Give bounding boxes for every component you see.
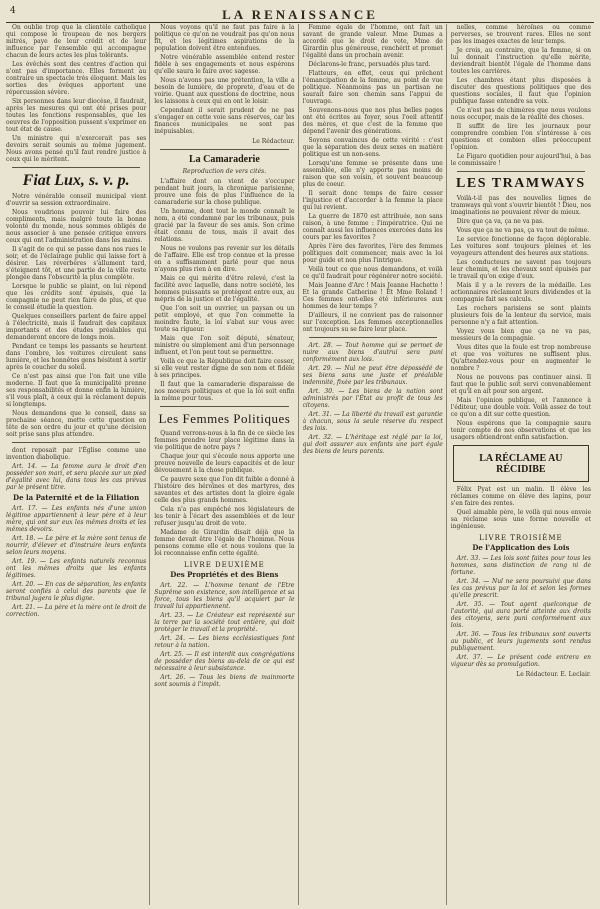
signature: Le Rédacteur. E. Leclair.: [516, 671, 591, 678]
paragraph: Il faut que la camaraderie disparaisse de nos moeurs politiques et que la loi soit enfin la même pour tous.: [154, 381, 295, 402]
article-clause: Art. 34. — Nul ne sera poursuivi que dans les cas prévus par la loi et selon les formes qu'elle prescrit.: [450, 578, 591, 599]
article-title-camaraderie: La Camaraderie: [188, 154, 260, 165]
paragraph: Le Figaro quotidien pour aujourd'hui, à bas le commissaire !: [450, 153, 591, 167]
article-clause: Art. 18. — Le père et la mère sont tenus de nourrir, d'élever et d'instruire leurs enfants selon leurs moyens.: [6, 535, 147, 556]
col1-intro: [6, 24, 146, 163]
paragraph: Mais il y a le revers de la médaille. Les actionnaires réclament leurs dividendes et la compagnie fait ses calculs.: [450, 282, 591, 303]
article-clause: Art. 26. — Tous les biens de mainmorte sont soumis à l'impôt.: [154, 674, 295, 688]
page-number: 4: [10, 6, 16, 16]
paragraph: Vous que ça ne va pas, ça va tout de même.: [456, 227, 590, 234]
article-clause: Art. 30. — Les biens de la nation sont administrés par l'État au profit de tous les citoyens.: [302, 388, 443, 409]
paragraph: Cependant il serait prudent de ne pas s'engager en cette voie sans réserves, car les finances municipales ne sont pas inépuisables.: [154, 107, 295, 135]
paragraph: Voilà-t-il pas des nouvelles lignes de tramways qui vont s'ouvrir bientôt ! Dieu, nos imaginations ne pouvaient rêver de mieux.: [450, 195, 591, 216]
book-heading-2: LIVRE DEUXIÈME: [183, 561, 265, 569]
column-3: [303, 24, 447, 905]
article-clause: Art. 32. — L'héritage est réglé par la loi, qui doit assurer aux enfants une part égale des biens de leurs parents.: [302, 434, 443, 455]
masthead: [6, 4, 594, 23]
paragraph: Lorsque le public se plaint, on lui répond que les crédits sont épuisés, que la compagnie ne peut rien faire de plus, et que le conseil étudie la question.: [6, 283, 147, 311]
paragraph: Nous ne pouvons pas continuer ainsi. Il faut que le public soit servi convenablement et qu'il en ait pour son argent.: [450, 374, 591, 395]
article-clause: Art. 36. — Tous les tribunaux sont ouverts au public, et leurs jugements sont rendus publiquement.: [450, 631, 591, 652]
column-2: [154, 24, 298, 905]
paragraph: Ce pauvre sexe que l'on dit faible a donné à l'histoire des héroïnes et des martyres, des savantes et des artistes dont la gloire égale celle des plus grands hommes.: [154, 476, 295, 504]
paragraph: Vous dites que la foule est trop nombreuse et que vos voitures ne suffisent plus. Qu'attendez-vous pour en augmenter le nombre ?: [450, 344, 591, 372]
paragraph: Quelques conseillers parlent de faire appel à l'électricité, mais il faudrait des capitaux importants et des études préalables qui demanderont encore de longs mois.: [6, 313, 147, 341]
paragraph: Les chambres étant plus disposées à discuter des questions politiques que des questions sociales, il faut que l'opinion publique fasse entendre sa voix.: [450, 77, 591, 105]
book-subtitle-2: Des Propriétés et des Biens: [170, 570, 279, 579]
paragraph: Quand verrons-nous à la fin de ce siècle les femmes prendre leur place légitime dans la vie politique de notre pays ?: [154, 430, 295, 451]
paragraph: Nous ne voulons pas revenir sur les détails de l'affaire. Elle est trop connue et la presse en a suffisamment parlé pour que nous n'ayons plus rien à en dire.: [154, 245, 295, 273]
paragraph: Il suffit de lire les journaux pour comprendre combien l'on s'intéresse à ces questions et combien elles préoccupent l'opinion.: [450, 123, 591, 151]
paragraph: Les évêchés sont des centres d'action qui n'ont pas d'importance. Elles forment au contraire un spectacle très éloquent. Mais les sorties des évêques apportent une répercussion sévère.: [6, 61, 147, 96]
paragraph: Femme égale de l'homme, ont fait un savant de grande valeur. Mme Dumas a accordé que le droit de vote, Mme de Girardin plus généreuse, renchérit et promet l'égalité dans un prochain avenir.: [302, 24, 443, 59]
article-title-tramways: LES TRAMWAYS: [456, 176, 586, 191]
paragraph: Soyons convaincus de cette vérité : c'est que la séparation des deux sexes en matière politique est un non-sens.: [302, 137, 443, 158]
paragraph: Notre vénérable conseil municipal vient d'ouvrir sa session extraordinaire.: [6, 193, 147, 207]
article-fiat-lux: [6, 193, 146, 438]
article-title-femmes-politiques: Les Femmes Politiques: [158, 411, 291, 426]
paragraph: Nous espérons que la compagnie saura tenir compte de nos observations et que les usagers obtiendront enfin satisfaction.: [450, 420, 591, 441]
paragraph: Souvenons-nous que nos plus belles pages ont été écrites au foyer, sous l'oeil attentif des mères, et que c'est de la femme que dépend l'avenir des générations.: [302, 107, 443, 135]
paragraph: Mais l'opinion publique, et l'annonce à l'éditeur, une double voix. Voilà assez de tout ce qu'on a dit sur cette question.: [450, 397, 591, 418]
paragraph: Dire que ça va, ça ne va pas.: [456, 218, 545, 225]
paragraph: nelles, comme héroïnes ou comme perverses, se trouvent rares. Elles ne sont pas les images exactes de leur temps.: [450, 24, 591, 45]
paragraph: Voilà ce que la République doit faire cesser, si elle veut rester digne de son nom et fidèle à ses principes.: [154, 358, 295, 379]
paragraph: Six personnes dans leur diocèse, il faudrait, après les mesures qui ont été prises pour toutes les fonctions responsables, que les oeuvres de l'opposition pussent s'exprimer en tout état de cause.: [6, 98, 147, 133]
article-clause: Art. 14. — La femme aura le droit d'en posséder son mari, et sera placée sur un pied d'égalité avec lui, dans tous les cas prévus par le présent titre.: [6, 463, 147, 491]
paragraph: Le service fonctionne de façon déplorable. Les voitures sont toujours pleines et les voyageurs attendent des heures aux stations.: [450, 236, 591, 257]
paragraph: Voilà tout ce que nous demandons, et voilà ce qu'il faudrait pour régénérer notre société.: [302, 266, 443, 280]
book-heading-3: LIVRE TROISIÈME: [479, 534, 563, 542]
article-clause: Art. 23. — Le Créateur est représenté sur la terre par la société tout entière, qui doit protéger le travail et la propriété.: [154, 612, 295, 633]
column-4: [451, 24, 594, 905]
article-clause: Art. 21. — La père et la mère ont le droit de correction.: [6, 604, 147, 618]
recide-box: [453, 445, 589, 482]
paragraph: Mais que l'on soit député, sénateur, ministre ou simplement ami d'un personnage influent, et l'on peut tout se permettre.: [154, 335, 295, 356]
paragraph: Un ministre qui n'exercerait pas ses devoirs serait soumis au même jugement. Nous avons pensé qu'il faut rendre justice à ceux qui le méritent.: [6, 135, 147, 163]
paragraph: Notre vénérable assemblée entend rester fidèle à ses engagements et nous espérons qu'elle saura le faire avec sagesse.: [154, 54, 295, 75]
divider: [12, 167, 140, 168]
paragraph: Les conducteurs ne savent pas toujours leur chemin, et les chevaux sont épuisés par le travail qu'on exige d'eux.: [450, 259, 591, 280]
paragraph: Déclarons-le franc, persuadés plus tard.: [308, 61, 431, 68]
paragraph: Cela n'a pas empêché nos législateurs de les tenir à l'écart des assemblées et de leur refuser jusqu'au droit de vote.: [154, 506, 295, 527]
paragraph: La guerre de 1870 est attribuée, non sans raison, à une femme : l'impératrice. Qui ne connaît aussi les influences exercées dans les cours par les favorites ?: [302, 213, 443, 241]
paragraph: Lorsqu'une femme se présente dans une assemblée, elle n'y apporte pas moins de raison que son voisin, et souvent beaucoup plus de coeur.: [302, 160, 443, 188]
divider: [12, 442, 140, 443]
divider: [309, 337, 437, 338]
article-clause: Art. 31. — La liberté du travail est garantie à chacun, sous la seule réserve du respect des lois.: [302, 411, 443, 432]
article-clause: Art. 29. — Nul ne peut être dépossédé de ses biens sans une juste et préalable indemnité, fixée par les tribunaux.: [302, 365, 443, 386]
article-clause: Art. 24. — Les biens ecclésiastiques font retour à la nation.: [154, 635, 295, 649]
divider: [160, 149, 288, 150]
article-clause: Art. 35. — Tout agent quelconque de l'autorité, qui aura porté atteinte aux droits des citoyens, sera puni conformément aux lois.: [450, 601, 591, 629]
article-clause: Art. 28. — Tout homme qui se permet de nuire aux biens d'autrui sera puni conformément aux lois.: [302, 342, 443, 363]
article-subtitle: Reproduction de vers cités.: [182, 168, 267, 175]
paragraph: Ce n'est pas de chimères que nous voulons nous occuper, mais de la réalité des choses.: [450, 107, 591, 121]
newspaper-title: LA RENAISSANCE: [222, 7, 378, 22]
paragraph: dont reposait par l'Église comme une invention diabolique.: [6, 447, 147, 461]
paragraph: Voyez vous bien que ça ne va pas, messieurs de la compagnie.: [450, 328, 591, 342]
paragraph: Mais ce qui mérite d'être relevé, c'est la facilité avec laquelle, dans notre société, les hommes puissants se protègent entre eux, au mépris de la justice et de l'égalité.: [154, 275, 295, 303]
divider: [457, 171, 585, 172]
paragraph: Nous voudrions pouvoir lui faire des compliments, mais malgré toute la bonne volonté du monde, nous sommes obligés de nous associer à une pensée critique envers ceux qui ont l'administration dans les mains.: [6, 209, 147, 244]
article-clause: Art. 19. — Les enfants naturels reconnus ont les mêmes droits que les enfants légitimes.: [6, 558, 147, 579]
paragraph: Chaque jour qui s'écoule nous apporte une preuve nouvelle de leurs capacités et de leur dévouement à la chose publique.: [154, 453, 295, 474]
paragraph: Quel aimable père, le voilà qui nous envoie sa réclame sous une forme nouvelle et ingénieuse.: [450, 509, 591, 530]
paragraph: Félix Pyat est un malin. Il élève les réclames comme on élève des lapins, pour s'en faire des rentes.: [450, 486, 591, 507]
paragraph: L'affaire dont on vient de s'occuper pendant huit jours, la chronique parisienne, prouve une fois de plus l'influence de la camaraderie sur la chose publique.: [154, 178, 295, 206]
article-clause: Art. 33. — Les lois sont faites pour tous les hommes, sans distinction de rang ni de fortune.: [450, 555, 591, 576]
paragraph: Il s'agit de ce qui se passe dans nos rues le soir, et de l'éclairage public qui laisse fort à désirer. Les réverbères s'allument tard, s'éteignent tôt, et une partie de la ville reste plongée dans l'obscurité la plus complète.: [6, 246, 147, 281]
paragraph: Mais Jeanne d'Arc ! Mais Jeanne Hachette ! Et la grande Catherine ! Et Mme Roland ! Ces femmes ont-elles été inférieures aux hommes de leur temps ?: [302, 282, 443, 310]
divider: [160, 406, 288, 407]
article-title-fiat-lux: Fiat Lux, s. v. p.: [22, 172, 130, 189]
signature: Le Rédacteur.: [252, 138, 295, 145]
paragraph: Ce n'est pas ainsi que l'on fait une ville moderne. Il faut que la municipalité prenne ses responsabilités et donne enfin la lumière, s'il vous plaît, à ceux qui la réclament depuis si longtemps.: [6, 373, 147, 408]
paragraph: Les rochers parisiens se sont plaints plusieurs fois de la lenteur du service, mais personne n'y a fait attention.: [450, 305, 591, 326]
paragraph: Nous demandons que le conseil, dans sa prochaine séance, mette cette question en tête de son ordre du jour et qu'une décision soit prise sans plus attendre.: [6, 410, 147, 438]
paragraph: Un homme, dont tout le monde connaît le nom, a été condamné par les tribunaux, puis gracié par la faveur de ses amis. Son crime était connu de tous, mais il avait des relations.: [154, 208, 295, 243]
columns: [6, 24, 594, 905]
article-clause: Art. 37. — Le présent code entrera en vigueur dès sa promulgation.: [450, 654, 591, 668]
paragraph: Flatteurs, en effet, ceux qui prêchent l'émancipation de la femme, au point de vue politique. Néanmoins pas un partisan ne saurait faire son chemin sans l'appui de l'ouvrage.: [302, 70, 443, 105]
paragraph: Nous voyons qu'il ne faut pas faire à la politique ce qu'on ne voudrait pas qu'on nous fît, et les légitimes aspirations de la population doivent être entendues.: [154, 24, 295, 52]
book-subtitle-3: De l'Application des Lois: [472, 543, 570, 552]
article-title-reclame: LA RÉCLAME AU RÉCIDIBE: [479, 453, 563, 475]
paragraph: Je crois, au contraire, que la femme, si on lui donnait l'instruction qu'elle mérite, deviendrait bientôt l'égale de l'homme dans toutes les carrières.: [450, 47, 591, 75]
article-clause: Art. 17. — Les enfants nés d'une union légitime appartiennent à leur père et à leur mère, qui ont sur eux les mêmes droits et les mêmes devoirs.: [6, 505, 147, 533]
paragraph: Madame de Girardin disait déjà que la femme devait être l'égale de l'homme. Nous pensons comme elle et nous voulons que la loi reconnaisse enfin cette égalité.: [154, 529, 295, 557]
paragraph: Il serait donc temps de faire cesser l'injustice et d'accorder à la femme la place qui lui revient.: [302, 190, 443, 211]
paragraph: Nous n'avons pas une prétention, la ville a besoin de lumière, de propreté, d'eau et de voirie. Quant aux questions de doctrine, nous les laissons à ceux qui en ont le loisir.: [154, 77, 295, 105]
article-clause: Art. 25. — Il est interdit aux congrégations de posséder des biens au-delà de ce qui est nécessaire à leur subsistance.: [154, 651, 295, 672]
paragraph: D'ailleurs, il ne convient pas de raisonner sur l'exception. Les femmes exceptionnelles ont toujours su se faire leur place.: [302, 312, 443, 333]
article-clause: Art. 20. — En cas de séparation, les enfants seront confiés à celui des parents que le tribunal jugera le plus digne.: [6, 581, 147, 602]
section-title-paternite: De la Paternité et de la Filiation: [13, 493, 140, 502]
article-clause: Art. 22. — L'homme tenant de l'Etre Suprême son existence, son intelligence et sa force, tous les biens qu'il acquiert par le travail lui appartiennent.: [154, 582, 295, 610]
paragraph: Que l'on soit un ouvrier, un paysan ou un petit employé, et que l'on commette la moindre faute, la loi s'abat sur vous avec toute sa rigueur.: [154, 305, 295, 333]
paragraph: On oublie trop que la clientèle catholique qui compose le troupeau de nos bergers mitrés, paye de leur crédit et de leur influence par l'ensemble qui accompagne chacun de leurs actes les plus tolérants.: [6, 24, 147, 59]
paragraph: Après l'ère des favorites, l'ère des femmes politiques doit commencer, mais avec la loi pour guide et non plus l'intrigue.: [302, 243, 443, 264]
column-1: [6, 24, 150, 905]
paragraph: Pendant ce temps les passants se heurtent dans l'ombre, les voitures circulent sans lumière, et les honnêtes gens hésitent à sortir après le coucher du soleil.: [6, 343, 147, 371]
